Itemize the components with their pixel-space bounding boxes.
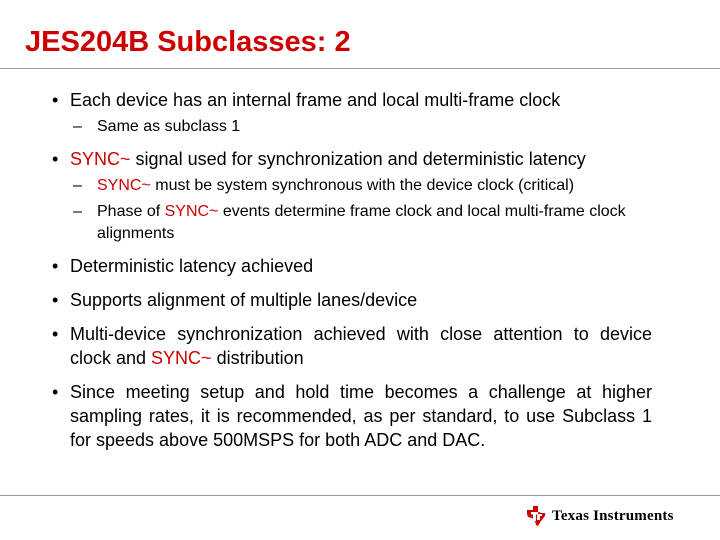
bullet-text: Since meeting setup and hold time becomes a challenge at higher sampling rates, it is recommended, as per standard, to use Subclass 1 for speeds above 500MSPS for both ADC and DAC. (70, 382, 652, 450)
sub-bullet-text: Same as subclass 1 (97, 118, 241, 135)
bullet-marker: • (52, 90, 59, 110)
ti-logo (526, 504, 674, 528)
bullet-item (52, 147, 652, 171)
dash-marker: – (73, 203, 82, 220)
sub-bullet-text-rest: must be system synchronous with the device clock (critical) (150, 177, 575, 194)
bullet-text-rest: signal used for synchronization and deterministic latency (130, 149, 586, 169)
sync-signal-label: SYNC~ (97, 177, 151, 194)
sub-bullet-item (73, 116, 653, 138)
bullet-text-rest: distribution (211, 348, 304, 368)
bullet-item (52, 380, 652, 452)
bullet-text (70, 147, 652, 171)
sub-bullet-item (73, 175, 653, 197)
bullet-item (52, 88, 652, 112)
sync-signal-label: SYNC~ (151, 348, 212, 368)
bullet-text (70, 322, 652, 370)
sub-bullet-text-pre: Phase of (97, 203, 165, 220)
sub-bullet-text (97, 175, 653, 197)
dash-marker: – (73, 118, 82, 135)
bullet-text-pre: Multi-device synchronization achieved with close attention to device clock and (70, 324, 652, 368)
ti-logo-text: Texas Instruments (552, 507, 674, 524)
dash-marker: – (73, 177, 82, 194)
sync-signal-label: SYNC~ (164, 203, 219, 220)
sub-bullet-item (73, 201, 653, 245)
bullet-marker: • (52, 382, 59, 402)
bullet-marker: • (52, 256, 59, 276)
footer-divider (0, 495, 720, 496)
bullet-text: Supports alignment of multiple lanes/device (70, 290, 418, 310)
bullet-item (52, 254, 652, 278)
bullet-text: Deterministic latency achieved (70, 256, 314, 276)
sync-signal-label: SYNC~ (70, 149, 131, 169)
texas-state-icon (526, 505, 546, 527)
title-divider (0, 68, 720, 69)
bullet-marker: • (52, 149, 59, 169)
bullet-item (52, 288, 652, 312)
bullet-text: Each device has an internal frame and local multi-frame clock (70, 90, 561, 110)
sub-bullet-text (97, 201, 653, 245)
slide-title: JES204B Subclasses: 2 (25, 26, 351, 58)
bullet-marker: • (52, 324, 59, 344)
bullet-marker: • (52, 290, 59, 310)
bullet-item (52, 322, 652, 370)
sub-bullet-text-rest: events determine frame clock and local multi-frame clock alignments (97, 203, 626, 242)
